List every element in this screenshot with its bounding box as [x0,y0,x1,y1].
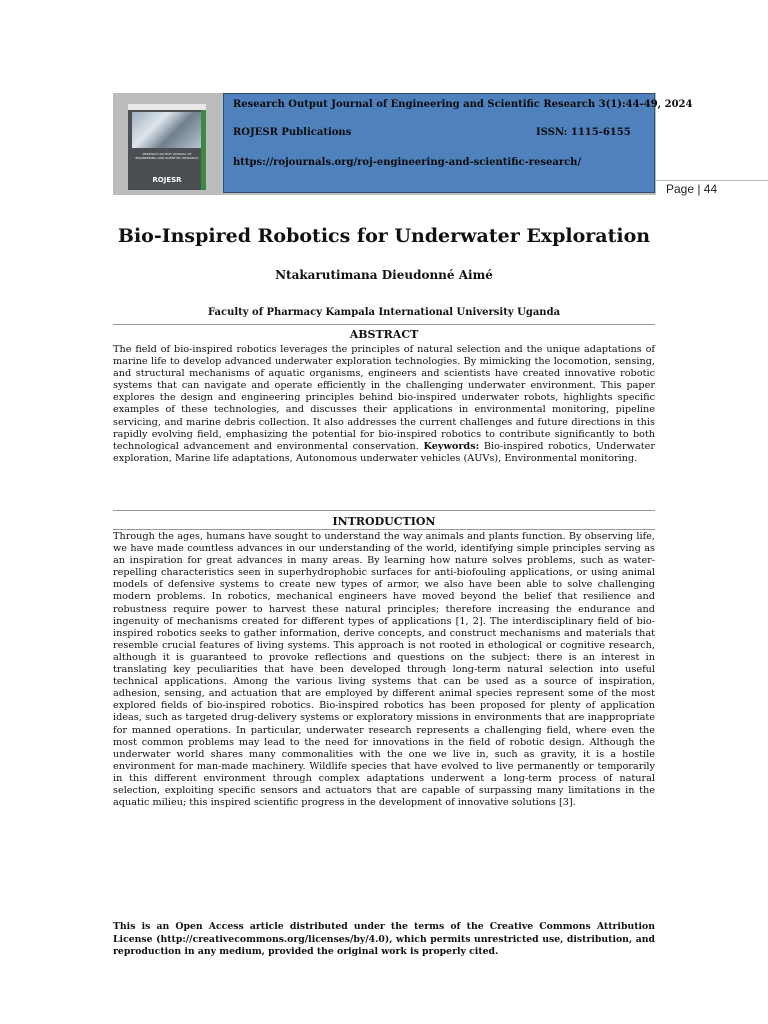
author-affiliation: Faculty of Pharmacy Kampala International University Uganda [207,307,561,318]
license-notice: This is an Open Access article distributed under the terms of the Creative Commons Attribution License (http://creativecommons.org/licenses/by/4.0), which permits unrestricted use, distribution, and reproduction in any medium, provided the original work is properly cited. [113,921,655,957]
journal-url-link[interactable]: https://rojournals.org/roj-engineering-and-scientific-research/ [233,157,582,168]
author-name: Ntakarutimana Dieudonné Aimé [275,268,493,282]
keywords-text: Bio-inspired robotics, Underwater exploration, Marine life adaptations, Autonomous underwater vehicles (AUVs), Environmental monitoring. [113,440,655,464]
cover-top-strip [128,104,206,110]
page-number: Page | 44 [666,182,718,196]
publisher: ROJESR Publications [233,127,352,138]
article-title: Bio-Inspired Robotics for Underwater Exploration [117,225,651,247]
journal-line: Research Output Journal of Engineering and Scientific Research 3(1):44-49, 2024 [233,99,693,110]
cover-spine [201,110,206,190]
abstract-heading: ABSTRACT [349,328,419,341]
abstract-body [113,344,655,465]
journal-cover-image [128,104,206,190]
cover-brand: ROJESR [152,176,182,184]
intro-heading-rule [113,529,655,530]
cover-photo [132,112,202,148]
abstract-text: The field of bio-inspired robotics leverages the principles of natural selection and the unique adaptations of marine life to develop advanced underwater exploration technologies. By mimicking the locomotion, sensing, and structural mechanisms of aquatic organisms, engineers and scientists have created innovative robotic systems that can navigate and operate efficiently in the challenging underwater environment. This paper explores the design and engineering principles behind bio-inspired underwater robots, highlights specific examples of these technologies, and discusses their applications in environmental monitoring, pipeline servicing, and marine debris collection. It also addresses the current challenges and future directions in this rapidly evolving field, emphasizing the potential for bio-inspired robotics to contribute significantly to both technological advancement and environmental conservation. [113,344,655,452]
intro-top-rule [113,510,655,511]
introduction-heading: INTRODUCTION [332,515,436,528]
cover-title: RESEARCH OUTPUT JOURNAL OF ENGINEERING AND SCIENTIFIC RESEARCH [135,152,199,160]
issn: ISSN: 1115-6155 [536,127,631,138]
abstract-top-rule [113,324,655,325]
page-number-rule [656,180,768,181]
keywords-label: Keywords: [423,440,480,452]
introduction-body: Through the ages, humans have sought to understand the way animals and plants function. By observing life, we have made countless advances in our understanding of the world, identifying simple principles serving as an inspiration for great advances in many areas. By learning how nature solves problems, such as water-repelling characteristics seen in superhydrophobic surfaces for anti-biofouling applications, or using animal models of defensive systems to create new types of armor, we also have been able to solve challenging modern problems. In robotics, mechanical engineers have moved beyond the belief that resilience and robustness require power to harvest these natural principles; therefore increasing the endurance and ingenuity of mechanisms created for different types of applications [1, 2]. The interdisciplinary field of bio-inspired robotics seeks to gather information, derive concepts, and construct mechanisms and materials that resemble crucial features of living systems. This approach is not rooted in ethological or cognitive research, although it is guaranteed to provoke reflections and questions on the subject: there is an interest in translating key peculiarities that have been developed through long-term natural selection into useful technical applications. Among the various living systems that can be used as a source of inspiration, adhesion, sensing, and actuation that are employed by different animal species represent some of the most explored fields of bio-inspired robotics. Bio-inspired robotics has been proposed for plenty of application ideas, such as targeted drug-delivery systems or exploratory missions in environments that are inappropriate for manned operations. In particular, underwater research represents a challenging field, where even the most common problems may lead to the need for innovations in the field of robotic design. Although the underwater world shares many commonalities with the one we live in, such as gravity, it is a hostile environment for man-made machinery. Wildlife species that have evolved to live permanently or temporarily in this different environment through complex adaptations underwent a long-term process of natural selection, exploiting specific sensors and actuators that are capable of surpassing many limitations in the aquatic milieu; this inspired scientific progress in the development of innovative solutions [3]. [113,531,655,809]
